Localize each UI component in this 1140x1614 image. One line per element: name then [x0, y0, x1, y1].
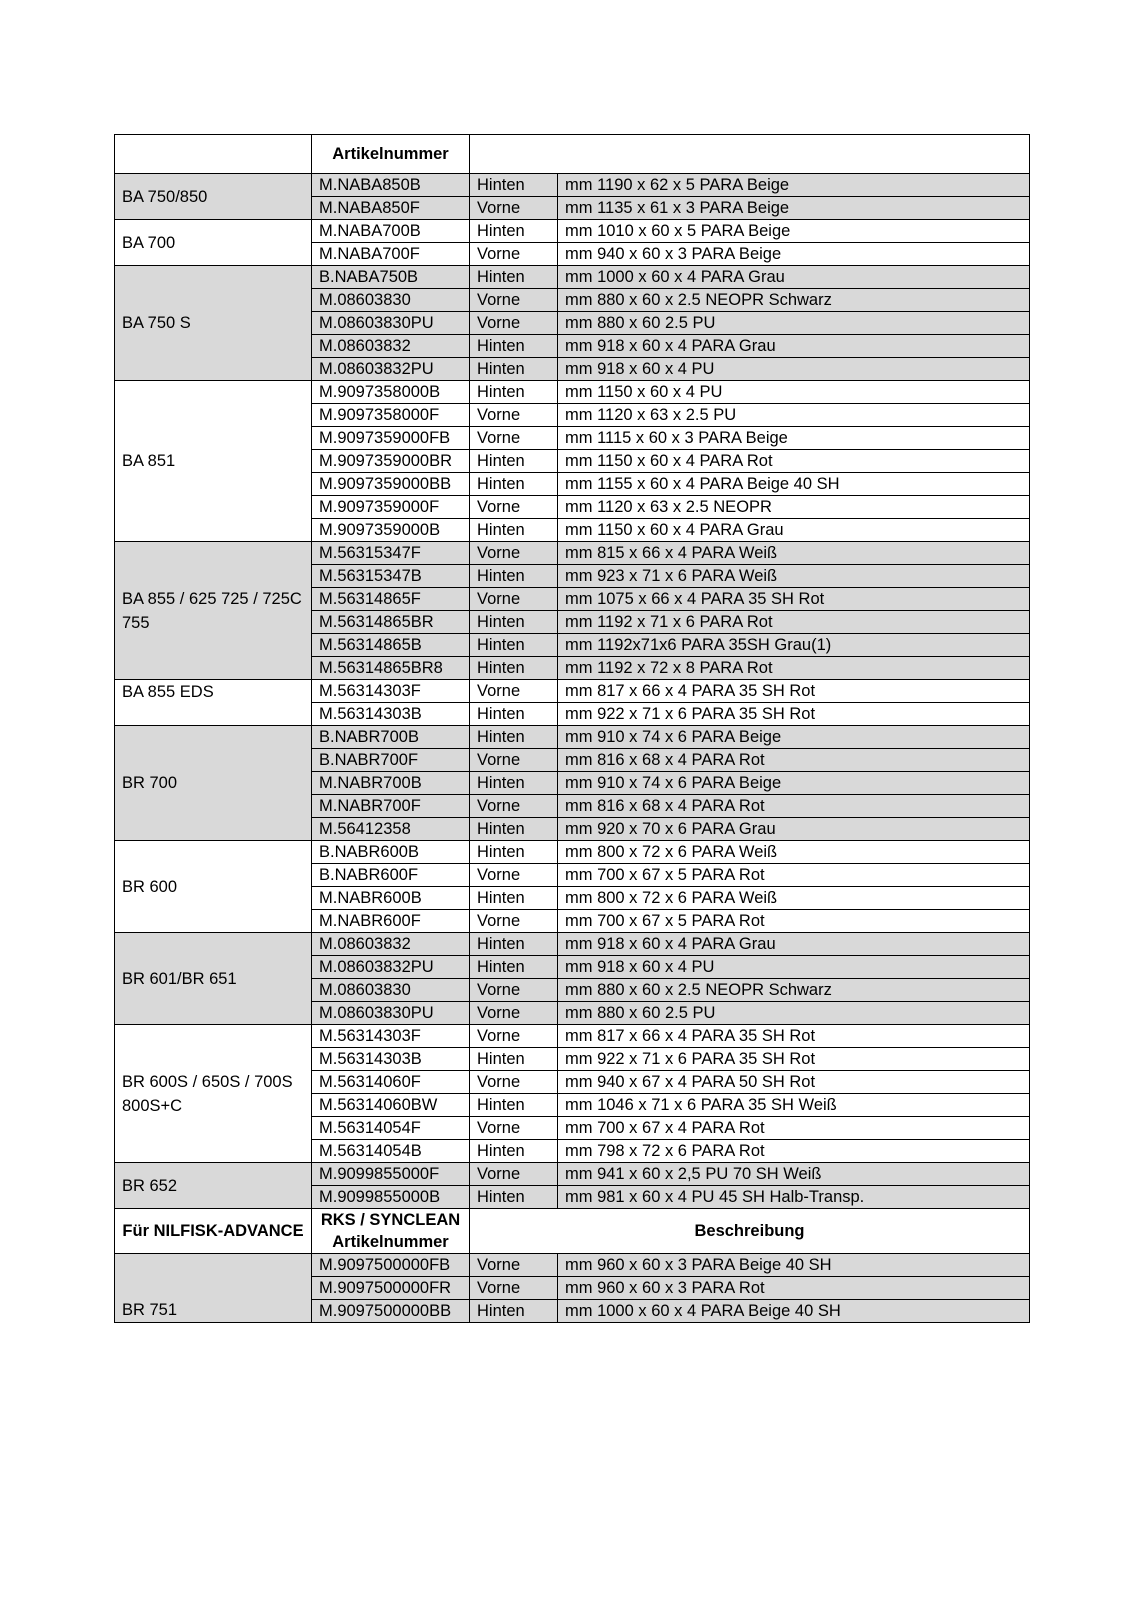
description-cell: mm 880 x 60 x 2.5 NEOPR Schwarz	[558, 979, 1030, 1002]
article-number-cell: M.56314865BR	[312, 611, 470, 634]
article-number-cell: M.08603832	[312, 933, 470, 956]
position-cell: Vorne	[470, 243, 558, 266]
article-number-cell: M.NABR600F	[312, 910, 470, 933]
article-number-cell: M.56315347F	[312, 542, 470, 565]
article-number-cell: B.NABR700B	[312, 726, 470, 749]
description-cell: mm 880 x 60 x 2.5 NEOPR Schwarz	[558, 289, 1030, 312]
table-row	[115, 381, 1030, 404]
position-cell: Vorne	[470, 1025, 558, 1048]
position-cell: Hinten	[470, 519, 558, 542]
section-article-label	[312, 1209, 470, 1254]
article-number-cell: M.NABR700B	[312, 772, 470, 795]
model-cell: BR 652	[115, 1163, 312, 1209]
description-cell: mm 880 x 60 2.5 PU	[558, 1002, 1030, 1025]
article-number-cell: M.56314054F	[312, 1117, 470, 1140]
description-cell: mm 1150 x 60 x 4 PU	[558, 381, 1030, 404]
position-cell: Hinten	[470, 565, 558, 588]
description-cell: mm 815 x 66 x 4 PARA Weiß	[558, 542, 1030, 565]
description-cell: mm 800 x 72 x 6 PARA Weiß	[558, 887, 1030, 910]
article-number-cell: M.08603830PU	[312, 312, 470, 335]
article-number-cell: M.56314865F	[312, 588, 470, 611]
description-cell: mm 1150 x 60 x 4 PARA Grau	[558, 519, 1030, 542]
section-header-row	[115, 1209, 1030, 1254]
description-cell: mm 817 x 66 x 4 PARA 35 SH Rot	[558, 680, 1030, 703]
description-cell: mm 817 x 66 x 4 PARA 35 SH Rot	[558, 1025, 1030, 1048]
table-row	[115, 933, 1030, 956]
article-number-cell: M.9097359000BR	[312, 450, 470, 473]
article-number-cell: M.9097358000B	[312, 381, 470, 404]
article-number-cell: M.NABA850F	[312, 197, 470, 220]
article-number-cell: M.56314303B	[312, 703, 470, 726]
description-cell: mm 700 x 67 x 5 PARA Rot	[558, 864, 1030, 887]
description-cell: mm 798 x 72 x 6 PARA Rot	[558, 1140, 1030, 1163]
position-cell: Vorne	[470, 496, 558, 519]
description-cell: mm 910 x 74 x 6 PARA Beige	[558, 772, 1030, 795]
table-row	[115, 841, 1030, 864]
article-number-cell: M.08603830	[312, 289, 470, 312]
position-cell: Vorne	[470, 1117, 558, 1140]
description-cell: mm 1120 x 63 x 2.5 PU	[558, 404, 1030, 427]
article-number-cell: M.NABA700B	[312, 220, 470, 243]
article-number-cell: M.NABR600B	[312, 887, 470, 910]
table-row	[115, 680, 1030, 703]
article-number-cell: M.56314865B	[312, 634, 470, 657]
table-row	[115, 1254, 1030, 1277]
position-cell: Hinten	[470, 657, 558, 680]
position-cell: Hinten	[470, 473, 558, 496]
article-number-cell: M.08603832PU	[312, 956, 470, 979]
section-article-label-line1: RKS / SYNCLEAN	[320, 1211, 461, 1229]
description-cell: mm 1000 x 60 x 4 PARA Grau	[558, 266, 1030, 289]
model-cell: BR 751	[115, 1254, 312, 1323]
position-cell: Hinten	[470, 887, 558, 910]
description-cell: mm 922 x 71 x 6 PARA 35 SH Rot	[558, 703, 1030, 726]
position-cell: Vorne	[470, 680, 558, 703]
description-cell: mm 941 x 60 x 2,5 PU 70 SH Weiß	[558, 1163, 1030, 1186]
model-cell: BA 851	[115, 381, 312, 542]
description-cell: mm 816 x 68 x 4 PARA Rot	[558, 795, 1030, 818]
article-number-cell: M.56314060F	[312, 1071, 470, 1094]
article-number-cell: M.9097358000F	[312, 404, 470, 427]
position-cell: Hinten	[470, 1186, 558, 1209]
position-cell: Vorne	[470, 1071, 558, 1094]
description-cell: mm 922 x 71 x 6 PARA 35 SH Rot	[558, 1048, 1030, 1071]
article-number-cell: M.56314303F	[312, 680, 470, 703]
article-number-cell: M.NABA850B	[312, 174, 470, 197]
position-cell: Hinten	[470, 266, 558, 289]
article-number-cell: M.9099855000F	[312, 1163, 470, 1186]
position-cell: Hinten	[470, 335, 558, 358]
description-cell: mm 1135 x 61 x 3 PARA Beige	[558, 197, 1030, 220]
article-number-cell: M.08603830PU	[312, 1002, 470, 1025]
description-cell: mm 1192x71x6 PARA 35SH Grau(1)	[558, 634, 1030, 657]
article-number-cell: M.56315347B	[312, 565, 470, 588]
article-number-cell: M.56314303F	[312, 1025, 470, 1048]
header-article-cell: Artikelnummer	[312, 135, 470, 174]
position-cell: Hinten	[470, 703, 558, 726]
description-cell: mm 800 x 72 x 6 PARA Weiß	[558, 841, 1030, 864]
article-number-cell: B.NABR600F	[312, 864, 470, 887]
position-cell: Hinten	[470, 956, 558, 979]
position-cell: Vorne	[470, 749, 558, 772]
position-cell: Hinten	[470, 841, 558, 864]
description-cell: mm 1046 x 71 x 6 PARA 35 SH Weiß	[558, 1094, 1030, 1117]
article-number-cell: M.56412358	[312, 818, 470, 841]
model-cell: BR 600S / 650S / 700S 800S+C	[115, 1025, 312, 1163]
position-cell: Hinten	[470, 772, 558, 795]
position-cell: Vorne	[470, 588, 558, 611]
article-number-cell: M.56314865BR8	[312, 657, 470, 680]
description-cell: mm 880 x 60 2.5 PU	[558, 312, 1030, 335]
article-number-cell: M.9097359000FB	[312, 427, 470, 450]
description-cell: mm 1115 x 60 x 3 PARA Beige	[558, 427, 1030, 450]
description-cell: mm 918 x 60 x 4 PU	[558, 956, 1030, 979]
description-cell: mm 1192 x 71 x 6 PARA Rot	[558, 611, 1030, 634]
position-cell: Hinten	[470, 358, 558, 381]
model-cell: BR 700	[115, 726, 312, 841]
description-cell: mm 923 x 71 x 6 PARA Weiß	[558, 565, 1030, 588]
position-cell: Vorne	[470, 427, 558, 450]
description-cell: mm 918 x 60 x 4 PARA Grau	[558, 335, 1030, 358]
position-cell: Hinten	[470, 1048, 558, 1071]
model-cell: BR 600	[115, 841, 312, 933]
table-row	[115, 726, 1030, 749]
section-description-label: Beschreibung	[470, 1209, 1030, 1254]
description-cell: mm 1010 x 60 x 5 PARA Beige	[558, 220, 1030, 243]
article-number-cell: M.08603832PU	[312, 358, 470, 381]
article-number-cell: M.56314060BW	[312, 1094, 470, 1117]
article-number-cell: M.9097500000FB	[312, 1254, 470, 1277]
description-cell: mm 1000 x 60 x 4 PARA Beige 40 SH	[558, 1300, 1030, 1323]
model-cell: BA 750/850	[115, 174, 312, 220]
description-cell: mm 816 x 68 x 4 PARA Rot	[558, 749, 1030, 772]
section-model-label: Für NILFISK-ADVANCE	[115, 1209, 312, 1254]
model-cell: BR 601/BR 651	[115, 933, 312, 1025]
description-cell: mm 700 x 67 x 4 PARA Rot	[558, 1117, 1030, 1140]
position-cell: Vorne	[470, 1163, 558, 1186]
table-row	[115, 1163, 1030, 1186]
position-cell: Hinten	[470, 933, 558, 956]
position-cell: Vorne	[470, 289, 558, 312]
article-number-cell: M.56314303B	[312, 1048, 470, 1071]
position-cell: Vorne	[470, 312, 558, 335]
article-number-cell: B.NABA750B	[312, 266, 470, 289]
position-cell: Hinten	[470, 381, 558, 404]
position-cell: Hinten	[470, 450, 558, 473]
description-cell: mm 960 x 60 x 3 PARA Rot	[558, 1277, 1030, 1300]
description-cell: mm 920 x 70 x 6 PARA Grau	[558, 818, 1030, 841]
position-cell: Vorne	[470, 1277, 558, 1300]
position-cell: Hinten	[470, 634, 558, 657]
description-cell: mm 1192 x 72 x 8 PARA Rot	[558, 657, 1030, 680]
header-description-cell	[470, 135, 1030, 174]
position-cell: Vorne	[470, 542, 558, 565]
position-cell: Hinten	[470, 611, 558, 634]
model-cell: BA 855 EDS	[115, 680, 312, 726]
article-number-cell: M.9097500000BB	[312, 1300, 470, 1323]
position-cell: Hinten	[470, 1094, 558, 1117]
header-model-cell	[115, 135, 312, 174]
section-article-label-line2: Artikelnummer	[332, 1233, 449, 1251]
article-number-cell: B.NABR700F	[312, 749, 470, 772]
position-cell: Hinten	[470, 220, 558, 243]
model-cell: BA 750 S	[115, 266, 312, 381]
article-number-cell: M.NABR700F	[312, 795, 470, 818]
position-cell: Hinten	[470, 174, 558, 197]
model-cell: BA 855 / 625 725 / 725C 755	[115, 542, 312, 680]
parts-table	[114, 134, 1030, 1323]
article-number-cell: M.9097500000FR	[312, 1277, 470, 1300]
article-number-cell: M.08603832	[312, 335, 470, 358]
description-cell: mm 910 x 74 x 6 PARA Beige	[558, 726, 1030, 749]
article-number-cell: M.9099855000B	[312, 1186, 470, 1209]
position-cell: Hinten	[470, 1140, 558, 1163]
description-cell: mm 940 x 60 x 3 PARA Beige	[558, 243, 1030, 266]
position-cell: Vorne	[470, 864, 558, 887]
article-number-cell: M.9097359000BB	[312, 473, 470, 496]
position-cell: Vorne	[470, 910, 558, 933]
position-cell: Hinten	[470, 818, 558, 841]
article-number-cell: M.56314054B	[312, 1140, 470, 1163]
description-cell: mm 940 x 67 x 4 PARA 50 SH Rot	[558, 1071, 1030, 1094]
position-cell: Vorne	[470, 795, 558, 818]
position-cell: Hinten	[470, 726, 558, 749]
parts-table-body	[115, 135, 1030, 1323]
description-cell: mm 960 x 60 x 3 PARA Beige 40 SH	[558, 1254, 1030, 1277]
description-cell: mm 700 x 67 x 5 PARA Rot	[558, 910, 1030, 933]
description-cell: mm 1150 x 60 x 4 PARA Rot	[558, 450, 1030, 473]
table-row	[115, 220, 1030, 243]
position-cell: Vorne	[470, 404, 558, 427]
position-cell: Vorne	[470, 1254, 558, 1277]
description-cell: mm 918 x 60 x 4 PU	[558, 358, 1030, 381]
table-row	[115, 542, 1030, 565]
position-cell: Vorne	[470, 979, 558, 1002]
article-number-cell: M.9097359000B	[312, 519, 470, 542]
description-cell: mm 1120 x 63 x 2.5 NEOPR	[558, 496, 1030, 519]
position-cell: Hinten	[470, 1300, 558, 1323]
description-cell: mm 981 x 60 x 4 PU 45 SH Halb-Transp.	[558, 1186, 1030, 1209]
table-row	[115, 266, 1030, 289]
position-cell: Vorne	[470, 1002, 558, 1025]
table-row	[115, 174, 1030, 197]
article-number-cell: M.NABA700F	[312, 243, 470, 266]
position-cell: Vorne	[470, 197, 558, 220]
model-cell: BA 700	[115, 220, 312, 266]
article-number-cell: M.08603830	[312, 979, 470, 1002]
table-row	[115, 1025, 1030, 1048]
description-cell: mm 918 x 60 x 4 PARA Grau	[558, 933, 1030, 956]
description-cell: mm 1155 x 60 x 4 PARA Beige 40 SH	[558, 473, 1030, 496]
table-header-row	[115, 135, 1030, 174]
description-cell: mm 1190 x 62 x 5 PARA Beige	[558, 174, 1030, 197]
description-cell: mm 1075 x 66 x 4 PARA 35 SH Rot	[558, 588, 1030, 611]
article-number-cell: M.9097359000F	[312, 496, 470, 519]
article-number-cell: B.NABR600B	[312, 841, 470, 864]
